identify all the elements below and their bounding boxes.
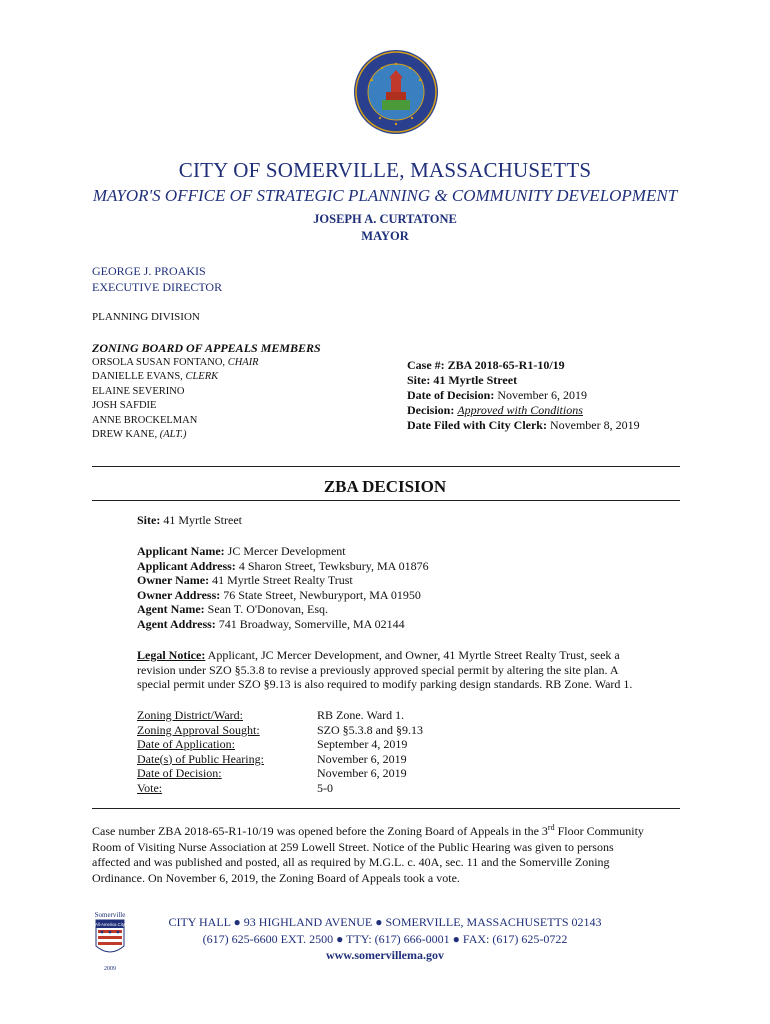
applicant-row: Owner Name: 41 Myrtle Street Realty Trust xyxy=(137,573,353,587)
legal-notice: Legal Notice: Applicant, JC Mercer Development, and Owner, 41 Myrtle Street Realty Trust, seek a revision under SZO §5.3.8 to revise a previously approved special permit by altering the site plan. A special permit under SZO §9.13 is also required to modify parking design standards. RB Zone. Ward 1. xyxy=(137,648,633,691)
applicant-row: Applicant Address: 4 Sharon Street, Tewksbury, MA 01876 xyxy=(137,558,429,573)
divider xyxy=(92,466,680,467)
summary-row: Zoning Approval Sought: SZO §5.3.8 and §9.13 xyxy=(137,722,423,737)
member-item: ANNE BROCKELMAN xyxy=(92,414,198,426)
logo-mid-text: All-America City xyxy=(95,922,125,927)
board-members xyxy=(92,341,321,443)
closing-paragraph: Case number ZBA 2018-65-R1-10/19 was opened before the Zoning Board of Appeals in the 3rd Floor Community Room of Visiting Nurse Association at 259 Lowell Street. Notice of the Public Hearing was given to persons affected and was published and posted, all as required by M.G.L. c. 40A, sec. 11 and the Somerville Zoning Ordinance. On November 6, 2019, the Zoning Board of Appeals took a vote. xyxy=(92,823,644,885)
applicant-row: Agent Address: 741 Broadway, Somerville, MA 02144 xyxy=(137,616,405,631)
applicant-row: Applicant Name: JC Mercer Development xyxy=(137,544,346,558)
member-item: JOSH SAFDIE xyxy=(92,400,157,411)
footer-address: CITY HALL ● 93 HIGHLAND AVENUE ● SOMERVILLE, MASSACHUSETTS 02143 xyxy=(168,915,602,929)
mayor-name: JOSEPH A. CURTATONE xyxy=(313,212,457,226)
executive-director-block xyxy=(92,263,222,295)
case-site: Site: 41 Myrtle Street xyxy=(407,373,518,387)
divider xyxy=(92,808,680,809)
division-name: PLANNING DIVISION xyxy=(92,311,200,323)
members-heading: ZONING BOARD OF APPEALS MEMBERS xyxy=(92,341,321,355)
summary-row: Date(s) of Public Hearing: November 6, 2019 xyxy=(137,751,407,766)
decision-title: ZBA DECISION xyxy=(323,477,447,496)
case-decision: Decision: Approved with Conditions xyxy=(407,403,583,417)
exec-name: GEORGE J. PROAKIS xyxy=(92,264,206,278)
mayor-title: MAYOR xyxy=(361,229,409,243)
case-summary xyxy=(407,358,640,433)
city-seal-logo xyxy=(352,48,440,136)
member-item: ORSOLA SUSAN FONTANO, CHAIR xyxy=(92,356,259,368)
logo-year-text: 2009 xyxy=(104,966,116,972)
footer-phones: (617) 625-6600 EXT. 2500 ● TTY: (617) 666-0001 ● FAX: (617) 625-0722 xyxy=(202,932,568,946)
case-number: Case #: ZBA 2018-65-R1-10/19 xyxy=(407,358,565,372)
summary-row: Vote: 5-0 xyxy=(137,780,333,795)
divider xyxy=(92,500,680,501)
member-item: DANIELLE EVANS, CLERK xyxy=(92,371,219,382)
applicant-row: Owner Address: 76 State Street, Newburyport, MA 01950 xyxy=(137,587,421,602)
summary-table xyxy=(137,708,667,795)
summary-row: Date of Application: September 4, 2019 xyxy=(137,737,408,751)
footer-website-link[interactable]: www.somervillema.gov xyxy=(326,948,444,962)
city-title: CITY OF SOMERVILLE, MASSACHUSETTS xyxy=(178,158,592,182)
office-name: MAYOR'S OFFICE OF STRATEGIC PLANNING & COMMUNITY DEVELOPMENT xyxy=(92,186,678,205)
exec-title: EXECUTIVE DIRECTOR xyxy=(92,280,223,294)
member-item: ELAINE SEVERINO xyxy=(92,385,185,397)
site-line: Site: 41 Myrtle Street xyxy=(137,513,242,527)
member-item: DREW KANE, (ALT.) xyxy=(92,429,187,440)
applicant-row: Agent Name: Sean T. O'Donovan, Esq. xyxy=(137,602,329,616)
summary-row: Zoning District/Ward: RB Zone. Ward 1. xyxy=(137,708,405,722)
summary-row: Date of Decision: November 6, 2019 xyxy=(137,766,407,780)
case-filed: Date Filed with City Clerk: November 8, 2019 xyxy=(407,418,640,432)
case-decision-date: Date of Decision: November 6, 2019 xyxy=(407,388,587,402)
logo-top-text: Somerville xyxy=(94,911,126,919)
applicant-block xyxy=(137,544,667,631)
